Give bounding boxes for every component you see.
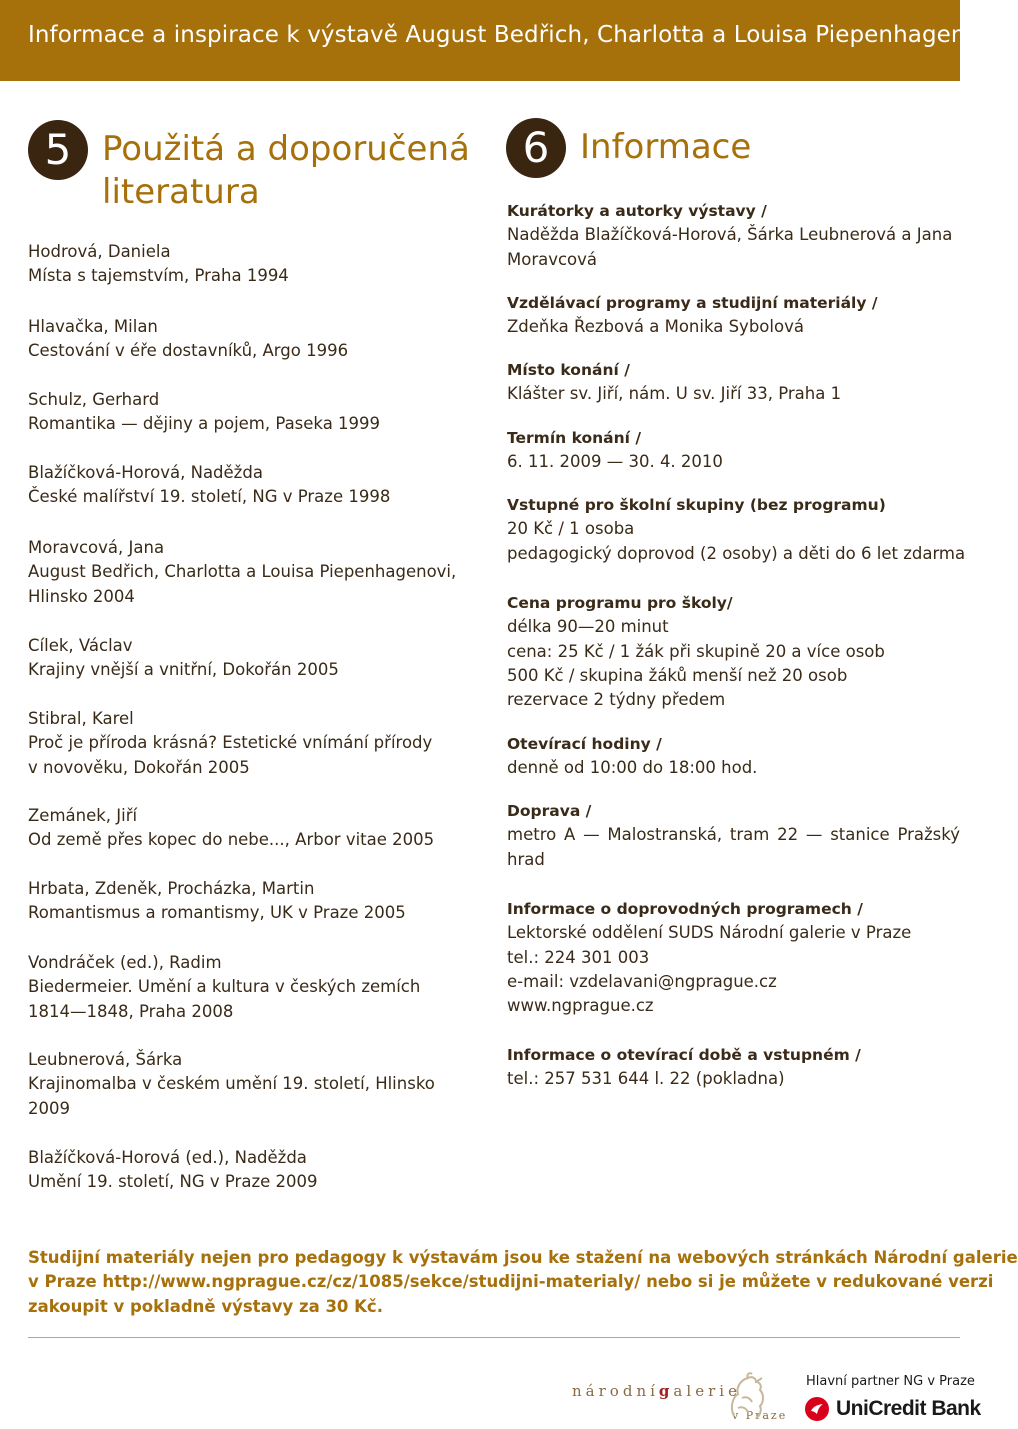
entry-author: Blažíčková-Horová, Naděžda [28, 463, 263, 482]
bibliography-entry [28, 315, 480, 364]
info-block-transport [507, 799, 960, 872]
bibliography-entry [28, 634, 480, 683]
section-5-title-line: Použitá a doporučená [102, 129, 470, 169]
info-value: tel.: 257 531 644 l. 22 (pokladna) [507, 1069, 785, 1089]
bibliography-entry [28, 388, 480, 437]
info-value: Moravcová [507, 249, 598, 269]
info-label: Vzdělávací programy a studijní materiály / [507, 294, 878, 312]
ng-logo-letter: á [585, 1382, 599, 1400]
header-title: Informace a inspirace k výstavě August Bedřich, Charlotta a Louisa Piepenhagenovi [28, 22, 1000, 48]
info-value: denně od 10:00 do 18:00 hod. [507, 758, 758, 778]
section-5-title-line: literatura [102, 172, 260, 212]
info-label: Místo konání / [507, 361, 630, 379]
entry-author: Stibral, Karel [28, 709, 134, 728]
info-value: pedagogický doprovod (2 osoby) a děti do 6 let zdarma [507, 543, 966, 563]
section-6-number-badge: 6 [506, 118, 566, 178]
entry-author: Hrbata, Zdeněk, Procházka, Martin [28, 879, 315, 898]
info-value: cena: 25 Kč / 1 žák při skupině 20 a více osob [507, 641, 885, 661]
info-block-curators [507, 199, 960, 272]
ng-logo-letter: n [572, 1382, 586, 1400]
main-partner-label: Hlavní partner NG v Praze [806, 1374, 975, 1389]
info-block-programs-contact [507, 897, 960, 1018]
bibliography-entry [28, 804, 480, 853]
entry-title: Krajiny vnější a vnitřní, Dokořán 2005 [28, 660, 339, 680]
section-5-number-badge: 5 [28, 120, 88, 180]
info-value: Lektorské oddělení SUDS Národní galerie v Praze [507, 923, 912, 943]
ng-logo-letter: í [650, 1382, 659, 1400]
heraldic-lion-icon [716, 1368, 776, 1424]
note-line: v Praze http://www.ngprague.cz/cz/1085/sekce/studijni-materialy/ nebo si je můžete v redukované verzi [28, 1272, 994, 1292]
info-block-opening-contact [507, 1043, 960, 1092]
info-label: Kurátorky a autorky výstavy / [507, 202, 767, 220]
bibliography-entry [28, 707, 480, 780]
entry-author: Vondráček (ed.), Radim [28, 953, 222, 972]
website-link[interactable]: www.ngprague.cz [507, 996, 654, 1016]
ng-logo-letter: r [708, 1382, 720, 1400]
info-block-education [507, 291, 960, 340]
entry-author: Cílek, Václav [28, 636, 133, 655]
ng-logo-letter: e [695, 1382, 709, 1400]
entry-title: v novověku, Dokořán 2005 [28, 757, 250, 777]
bibliography-entry [28, 461, 480, 510]
info-value: hrad [507, 849, 545, 869]
study-materials-note [28, 1246, 1018, 1319]
entry-author: Blažíčková-Horová (ed.), Naděžda [28, 1148, 307, 1167]
ng-logo-letter: n [636, 1382, 651, 1400]
bibliography-entry [28, 1048, 480, 1121]
info-block-program-price [507, 591, 960, 712]
entry-title: Romantismus a romantismy, UK v Praze 2005 [28, 903, 406, 923]
entry-author: Moravcová, Jana [28, 538, 165, 557]
bibliography-entry [28, 951, 480, 1024]
info-label: Vstupné pro školní skupiny (bez programu) [507, 496, 886, 514]
info-value: Klášter sv. Jiří, nám. U sv. Jiří 33, Praha 1 [507, 384, 842, 404]
footer-divider [28, 1337, 960, 1338]
info-label: Informace o doprovodných programech / [507, 900, 863, 918]
info-value: délka 90—20 minut [507, 617, 669, 637]
entry-title: Hlinsko 2004 [28, 586, 135, 606]
info-value: tel.: 224 301 003 [507, 947, 650, 967]
info-label: Otevírací hodiny / [507, 735, 662, 753]
info-block-dates [507, 426, 960, 475]
info-label: Informace o otevírací době a vstupném / [507, 1046, 861, 1064]
entry-title: August Bedřich, Charlotta a Louisa Piepenhagenovi, [28, 562, 457, 582]
info-block-venue [507, 358, 960, 407]
entry-author: Zemánek, Jiří [28, 806, 138, 825]
ng-logo-letter: o [609, 1382, 623, 1400]
info-label: Doprava / [507, 802, 592, 820]
info-value: 6. 11. 2009 — 30. 4. 2010 [507, 452, 723, 472]
entry-title: Od země přes kopec do nebe..., Arbor vitae 2005 [28, 830, 435, 850]
ng-logo-letter: l [686, 1382, 696, 1400]
email-link[interactable]: e-mail: vzdelavani@ngprague.cz [507, 971, 777, 991]
info-value: 500 Kč / skupina žáků menší než 20 osob [507, 665, 848, 685]
info-value: 20 Kč / 1 osoba [507, 519, 635, 539]
info-value: metro A — Malostranská, tram 22 — stanice Pražský [507, 825, 960, 845]
ng-logo-letter: a [673, 1382, 687, 1400]
info-label: Cena programu pro školy/ [507, 594, 733, 612]
entry-title: 2009 [28, 1098, 70, 1118]
ng-logo-letter: d [622, 1382, 637, 1400]
section-6-title: Informace [580, 127, 752, 167]
entry-author: Hlavačka, Milan [28, 317, 158, 336]
note-line: Studijní materiály nejen pro pedagogy k výstavám jsou ke stažení na webových stránkách Národní galerie [28, 1248, 1018, 1267]
bibliography-entry [28, 877, 480, 926]
note-line: zakoupit v pokladně výstavy za 30 Kč. [28, 1296, 383, 1316]
entry-author: Hodrová, Daniela [28, 242, 171, 261]
bibliography-entry [28, 536, 480, 609]
info-value: Zdeňka Řezbová a Monika Sybolová [507, 317, 804, 337]
entry-author: Schulz, Gerhard [28, 390, 160, 409]
entry-title: Cestování v éře dostavníků, Argo 1996 [28, 341, 349, 361]
bibliography-entry [28, 240, 480, 289]
ng-logo-letter: g [658, 1382, 674, 1400]
entry-title: Krajinomalba v českém umění 19. století, Hlinsko [28, 1074, 435, 1094]
entry-title: 1814—1848, Praha 2008 [28, 1001, 234, 1021]
ng-logo-letter: e [728, 1382, 741, 1400]
unicredit-logo [804, 1396, 981, 1422]
entry-title: Umění 19. století, NG v Praze 2009 [28, 1172, 318, 1192]
info-label: Termín konání / [507, 429, 642, 447]
entry-title: České malířství 19. století, NG v Praze 1998 [28, 487, 391, 507]
entry-author: Leubnerová, Šárka [28, 1050, 183, 1069]
ng-logo-letter: r [598, 1382, 610, 1400]
ng-logo-subtitle: v Praze [732, 1409, 788, 1422]
entry-title: Romantika — dějiny a pojem, Paseka 1999 [28, 414, 381, 434]
ng-logo-letter: i [719, 1382, 729, 1400]
info-block-admission [507, 493, 966, 566]
entry-title: Proč je příroda krásná? Estetické vnímání přírody [28, 733, 433, 753]
bibliography-entry [28, 1146, 480, 1195]
info-block-opening-hours [507, 732, 960, 781]
info-value: Naděžda Blažíčková-Horová, Šárka Leubnerová a Jana [507, 225, 953, 245]
entry-title: Místa s tajemstvím, Praha 1994 [28, 266, 289, 286]
bank-name: UniCredit Bank [836, 1397, 981, 1420]
entry-title: Biedermeier. Umění a kultura v českých zemích [28, 977, 421, 997]
header-bar [0, 0, 1000, 81]
unicredit-logo-icon [804, 1396, 830, 1422]
section-5-title [102, 128, 470, 214]
info-value: rezervace 2 týdny předem [507, 690, 726, 710]
